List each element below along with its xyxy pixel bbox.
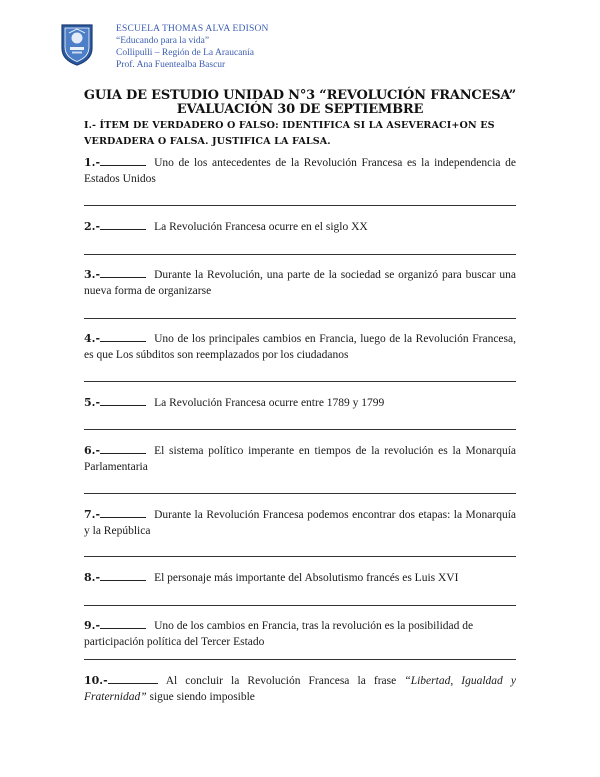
answer-blank[interactable]	[100, 267, 146, 278]
justification-line[interactable]	[84, 318, 516, 319]
question-number: 9.-	[84, 619, 101, 632]
question-number: 3.-	[84, 268, 101, 281]
justification-line[interactable]	[84, 556, 516, 557]
question-8	[84, 570, 516, 587]
justification-line[interactable]	[84, 429, 516, 430]
justification-line[interactable]	[84, 659, 516, 660]
question-word: del	[184, 635, 199, 648]
answer-blank[interactable]	[100, 618, 146, 629]
answer-blank[interactable]	[100, 570, 146, 581]
school-location: Collipulli – Región de La Araucanía	[116, 48, 254, 58]
question-number: 5.-	[84, 396, 101, 409]
question-text: Uno de los principales cambios en Francia, luego de la Revolución Francesa, es que Los súbditos son reemplazados por los ciudadanos	[84, 333, 516, 361]
answer-blank[interactable]	[100, 395, 146, 406]
justification-line[interactable]	[84, 254, 516, 255]
question-text: Uno de los antecedentes de la Revolución Francesa es la independencia de Estados Unidos	[84, 157, 516, 185]
question-number: 4.-	[84, 332, 101, 345]
answer-blank[interactable]	[108, 673, 158, 684]
question-number: 6.-	[84, 444, 101, 457]
question-number: 7.-	[84, 508, 101, 521]
question-text: Durante la Revolución, una parte de la sociedad se organizó para buscar una nueva forma de organizarse	[84, 269, 516, 297]
evaluation-date: EVALUACIÓN 30 DE SEPTIEMBRE	[176, 102, 424, 117]
school-name: ESCUELA THOMAS ALVA EDISON	[116, 24, 269, 34]
question-7	[84, 507, 516, 539]
answer-blank[interactable]	[100, 507, 146, 518]
answer-blank[interactable]	[100, 331, 146, 342]
teacher-name: Prof. Ana Fuentealba Bascur	[116, 60, 226, 70]
school-info	[116, 23, 416, 71]
answer-blank[interactable]	[100, 155, 146, 166]
question-6	[84, 443, 516, 475]
question-word: Estado	[233, 635, 265, 648]
justification-line[interactable]	[84, 493, 516, 494]
school-motto: “Educando para la vida”	[116, 36, 210, 46]
question-number: 8.-	[84, 571, 101, 584]
answer-blank[interactable]	[100, 443, 146, 454]
question-9	[84, 618, 516, 650]
question-number: 10.-	[84, 674, 108, 687]
question-5	[84, 395, 516, 412]
quoted-phrase: “Libertad, Igualdad y Fraternidad”	[84, 675, 516, 703]
question-1	[84, 155, 516, 187]
question-text-line2	[84, 635, 516, 651]
question-word: Tercer	[201, 635, 231, 648]
question-10	[84, 673, 516, 705]
answer-blank[interactable]	[100, 219, 146, 230]
question-text-end: sigue siendo imposible	[146, 690, 255, 703]
question-word: política	[146, 635, 182, 648]
question-number: 1.-	[84, 156, 101, 169]
question-number: 2.-	[84, 220, 101, 233]
justification-line[interactable]	[84, 205, 516, 206]
question-text: El sistema político imperante en tiempos de la revolución es la Monarquía Parlamentaria	[84, 445, 516, 473]
question-2	[84, 219, 516, 236]
question-word: participación	[84, 635, 145, 648]
page-title: GUIA DE ESTUDIO UNIDAD N°3 “REVOLUCIÓN FRANCESA”	[83, 88, 517, 103]
school-crest-icon	[60, 22, 94, 66]
question-4	[84, 331, 516, 363]
question-text: La Revolución Francesa ocurre entre 1789 y 1799	[154, 397, 385, 409]
question-text: Uno de los cambios en Francia, tras la revolución es la posibilidad de	[154, 620, 474, 632]
justification-line[interactable]	[84, 605, 516, 606]
question-text: La Revolución Francesa ocurre en el siglo XX	[154, 221, 368, 233]
question-text: Al concluir la Revolución Francesa la frase	[165, 675, 405, 687]
question-text: El personaje más importante del Absolutismo francés es Luis XVI	[154, 572, 459, 584]
question-text: Durante la Revolución Francesa podemos encontrar dos etapas: la Monarquía y la República	[84, 509, 516, 537]
question-3	[84, 267, 516, 299]
instructions: I.- ÍTEM DE VERDADERO O FALSO: IDENTIFICA SI LA ASEVERACI+ON ES VERDADERA O FALSA. JUSTIFICA LA FALSA.	[84, 120, 495, 147]
justification-line[interactable]	[84, 381, 516, 382]
